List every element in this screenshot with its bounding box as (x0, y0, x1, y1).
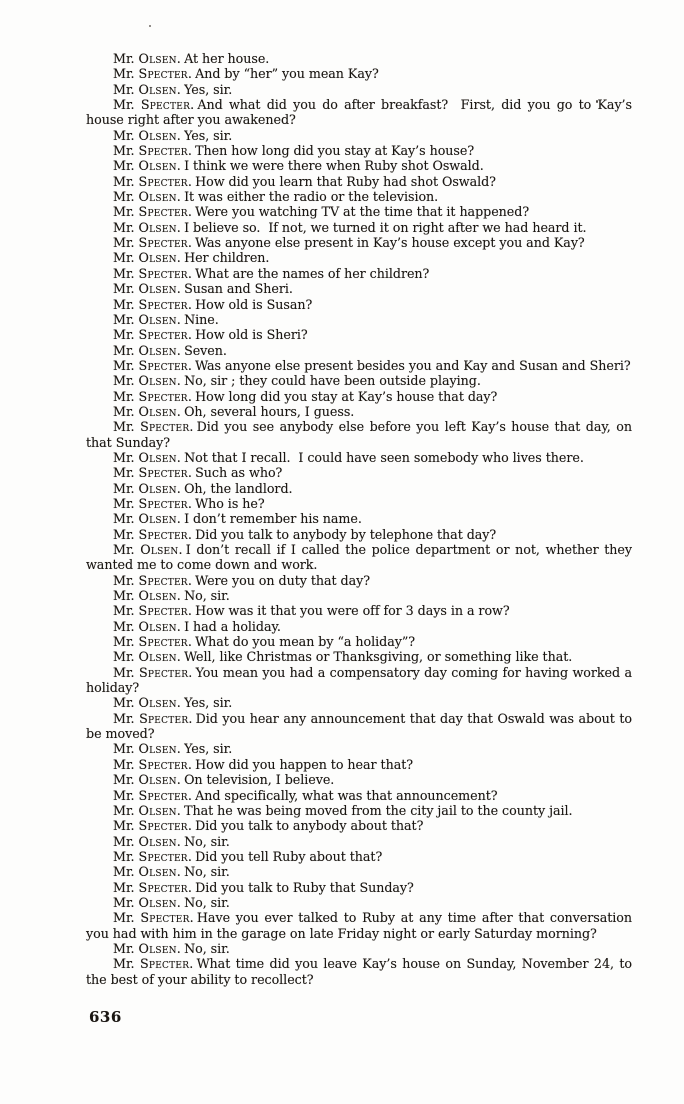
speaker-name (113, 389, 192, 404)
speaker-name (113, 204, 192, 219)
speaker-prefix: Mr. (113, 296, 135, 312)
speaker-surname: Olsen. (138, 127, 182, 143)
utterance-text: Nine. (184, 311, 219, 327)
speaker-prefix: Mr. (113, 281, 135, 297)
speaker-name (113, 818, 192, 833)
speaker-prefix: Mr. (113, 465, 135, 481)
speaker-name (113, 542, 183, 557)
speaker-prefix: Mr. (113, 603, 135, 619)
speaker-surname: Olsen. (138, 342, 182, 358)
dialogue-line (86, 956, 632, 987)
speaker-name (113, 956, 194, 971)
dialogue-line (86, 189, 632, 204)
speaker-surname: Specter. (138, 787, 193, 803)
speaker-prefix: Mr. (113, 956, 135, 972)
speaker-surname: Olsen. (138, 741, 182, 757)
utterance-text: Did you talk to anybody about that? (195, 818, 424, 834)
speaker-name (113, 573, 192, 588)
dialogue-line (86, 941, 632, 956)
speaker-name (113, 250, 181, 265)
utterance-text: Did you talk to Ruby that Sunday? (195, 879, 414, 895)
dialogue-line (86, 419, 632, 450)
utterance-text: Were you watching TV at the time that it happened? (195, 204, 530, 220)
speaker-surname: Olsen. (138, 449, 182, 465)
utterance-text: How did you learn that Ruby had shot Oswald? (195, 173, 496, 189)
utterance-text: Did you see anybody else before you left Kay’s house that day, on that Sunday? (86, 419, 633, 450)
speaker-name (113, 51, 181, 66)
speaker-surname: Olsen. (138, 511, 182, 527)
speaker-name (113, 82, 181, 97)
dialogue-line (86, 343, 632, 358)
dialogue-line (86, 818, 632, 833)
dialogue-line (86, 82, 632, 97)
dialogue-line (86, 281, 632, 296)
utterance-text: Did you tell Ruby about that? (195, 848, 383, 864)
speaker-prefix: Mr. (113, 787, 135, 803)
dialogue-line (86, 327, 632, 342)
dialogue-line (86, 250, 632, 265)
speaker-surname: Olsen. (138, 864, 182, 880)
speaker-surname: Specter. (138, 265, 193, 281)
dialogue-line (86, 849, 632, 864)
speaker-surname: Olsen. (138, 250, 182, 266)
utterance-text: Yes, sir. (184, 695, 233, 711)
speaker-name (113, 788, 192, 803)
utterance-text: Was anyone else present in Kay’s house except you and Kay? (195, 235, 585, 251)
speaker-name (113, 450, 181, 465)
speaker-name (113, 511, 181, 526)
utterance-text: Well, like Christmas or Thanksgiving, or something like that. (184, 649, 573, 665)
speaker-prefix: Mr. (113, 235, 135, 251)
speaker-name (113, 588, 181, 603)
speaker-surname: Specter. (139, 956, 194, 972)
utterance-text: No, sir. (184, 940, 230, 956)
speaker-prefix: Mr. (113, 373, 135, 389)
speaker-surname: Specter. (138, 388, 193, 404)
dialogue-line (86, 373, 632, 388)
speaker-surname: Olsen. (138, 81, 182, 97)
speaker-name (113, 327, 192, 342)
speaker-name (113, 373, 181, 388)
dialogue-line (86, 51, 632, 66)
speaker-surname: Olsen. (138, 802, 182, 818)
speaker-name (113, 419, 194, 434)
speaker-prefix: Mr. (113, 910, 135, 926)
utterance-text: No, sir. (184, 588, 230, 604)
dialogue-line (86, 143, 632, 158)
dialogue-line (86, 527, 632, 542)
dialogue-line (86, 895, 632, 910)
utterance-text: And what did you do after breakfast? First, did you go to Kay’s house right after you awakened? (86, 97, 633, 128)
speaker-prefix: Mr. (113, 848, 135, 864)
speaker-prefix: Mr. (113, 634, 135, 650)
speaker-surname: Specter. (138, 818, 193, 834)
dialogue-line (86, 757, 632, 772)
utterance-text: No, sir. (184, 833, 230, 849)
speaker-surname: Olsen. (138, 51, 182, 66)
speaker-surname: Olsen. (138, 189, 182, 205)
dialogue-line (86, 542, 632, 573)
speaker-surname: Olsen. (138, 158, 182, 174)
utterance-text: How was it that you were off for 3 days in a row? (195, 603, 510, 619)
dialogue-line (86, 665, 632, 696)
speaker-name (113, 358, 192, 373)
utterance-text: Yes, sir. (184, 127, 233, 143)
speaker-prefix: Mr. (113, 756, 135, 772)
speaker-prefix: Mr. (113, 495, 135, 511)
speaker-name (113, 174, 192, 189)
speaker-surname: Olsen. (138, 219, 182, 235)
utterance-text: No, sir ; they could have been outside playing. (184, 373, 481, 389)
speaker-name (113, 266, 192, 281)
utterance-text: Yes, sir. (184, 741, 233, 757)
speaker-surname: Olsen. (138, 833, 182, 849)
speaker-prefix: Mr. (113, 741, 135, 757)
speaker-prefix: Mr. (113, 480, 135, 496)
speaker-surname: Olsen. (140, 542, 183, 557)
utterance-text: I don’t remember his name. (184, 511, 362, 527)
speaker-prefix: Mr. (113, 250, 135, 266)
speaker-prefix: Mr. (113, 97, 135, 113)
dialogue-line (86, 235, 632, 250)
speaker-surname: Specter. (138, 235, 193, 251)
speaker-name (113, 128, 181, 143)
speaker-name (113, 695, 181, 710)
speaker-name (113, 603, 192, 618)
utterance-text: On television, I believe. (184, 772, 335, 788)
speaker-prefix: Mr. (113, 403, 135, 419)
speaker-name (113, 281, 181, 296)
speaker-surname: Olsen. (138, 373, 182, 389)
speaker-surname: Specter. (138, 357, 193, 373)
speaker-prefix: Mr. (113, 311, 135, 327)
dialogue-line (86, 312, 632, 327)
speaker-prefix: Mr. (113, 833, 135, 849)
dialogue-line (86, 450, 632, 465)
dialogue-line (86, 404, 632, 419)
speaker-name (113, 941, 181, 956)
speaker-prefix: Mr. (113, 618, 135, 634)
speaker-name (113, 66, 192, 81)
speaker-surname: Olsen. (138, 588, 182, 604)
utterance-text: That he was being moved from the city jail to the county jail. (184, 802, 573, 818)
utterance-text: At her house. (184, 51, 270, 66)
utterance-text: How old is Susan? (195, 296, 313, 312)
speaker-surname: Olsen. (138, 772, 182, 788)
speaker-name (113, 880, 192, 895)
speaker-prefix: Mr. (113, 664, 135, 680)
dialogue-line (86, 297, 632, 312)
speaker-prefix: Mr. (113, 357, 135, 373)
dialogue-line (86, 465, 632, 480)
speaker-prefix: Mr. (113, 143, 135, 159)
speaker-name (113, 297, 192, 312)
speaker-name (113, 895, 181, 910)
speaker-surname: Olsen. (138, 480, 182, 496)
speaker-prefix: Mr. (113, 204, 135, 220)
speaker-surname: Specter. (138, 296, 193, 312)
dialogue-line (86, 266, 632, 281)
utterance-text: Not that I recall. I could have seen somebody who lives there. (184, 449, 584, 465)
speaker-name (113, 235, 192, 250)
utterance-text: Who is he? (195, 495, 265, 511)
speaker-surname: Specter. (139, 710, 193, 726)
speaker-name (113, 481, 181, 496)
speaker-name (113, 312, 181, 327)
dialogue-line (86, 97, 632, 128)
dialogue-line (86, 649, 632, 664)
speaker-prefix: Mr. (113, 219, 135, 235)
utterance-text: Such as who? (195, 465, 283, 481)
speaker-name (113, 404, 181, 419)
speaker-prefix: Mr. (113, 66, 135, 82)
speaker-name (113, 220, 181, 235)
utterance-text: And specifically, what was that announcement? (195, 787, 498, 803)
speaker-prefix: Mr. (113, 419, 135, 435)
dialogue-line (86, 711, 632, 742)
dialogue-line (86, 803, 632, 818)
speaker-surname: Specter. (138, 848, 193, 864)
dialogue-line (86, 588, 632, 603)
utterance-text: Her children. (184, 250, 270, 266)
speaker-name (113, 189, 181, 204)
speaker-name (113, 803, 181, 818)
dialogue-line (86, 834, 632, 849)
speaker-surname: Specter. (138, 572, 193, 588)
dialogue-line (86, 358, 632, 373)
dialogue-line (86, 619, 632, 634)
speaker-prefix: Mr. (113, 802, 135, 818)
utterance-text: I don’t recall if I called the police department or not, whether they wanted me to come down and work. (86, 542, 633, 573)
utterance-text: How did you happen to hear that? (195, 756, 414, 772)
speaker-surname: Specter. (138, 66, 193, 82)
speaker-prefix: Mr. (113, 879, 135, 895)
speaker-surname: Specter. (140, 910, 194, 926)
utterance-text: No, sir. (184, 864, 230, 880)
speaker-surname: Specter. (140, 97, 195, 113)
speaker-prefix: Mr. (113, 173, 135, 189)
speaker-surname: Specter. (140, 419, 194, 435)
dialogue-line (86, 66, 632, 81)
dialogue-line (86, 741, 632, 756)
speaker-name (113, 465, 192, 480)
speaker-surname: Specter. (138, 634, 193, 650)
speaker-surname: Olsen. (138, 940, 182, 956)
speaker-name (113, 910, 194, 925)
utterance-text: Were you on duty that day? (195, 572, 371, 588)
utterance-text: I believe so. If not, we turned it on right after we had heard it. (184, 219, 587, 235)
utterance-text: What time did you leave Kay’s house on Sunday, November 24, to the best of your ability to recollect? (86, 956, 633, 987)
speaker-prefix: Mr. (113, 695, 135, 711)
utterance-text: Oh, several hours, I guess. (184, 403, 355, 419)
speaker-prefix: Mr. (113, 51, 135, 66)
speaker-name (113, 634, 192, 649)
utterance-text: How old is Sheri? (195, 327, 308, 343)
speaker-name (113, 158, 181, 173)
utterance-text: What do you mean by “a holiday”? (195, 634, 416, 650)
speaker-name (113, 772, 181, 787)
speaker-surname: Olsen. (138, 894, 182, 910)
utterance-text: Seven. (184, 342, 227, 358)
dialogue-line (86, 128, 632, 143)
speaker-surname: Specter. (138, 143, 193, 159)
dialogue-line (86, 158, 632, 173)
utterance-text: No, sir. (184, 894, 230, 910)
speaker-surname: Specter. (138, 603, 193, 619)
utterance-text: Susan and Sheri. (184, 281, 293, 297)
utterance-text: Yes, sir. (184, 81, 233, 97)
speaker-name (113, 864, 181, 879)
dialogue-line (86, 880, 632, 895)
speaker-surname: Specter. (138, 664, 193, 680)
speaker-prefix: Mr. (113, 772, 135, 788)
speaker-name (113, 665, 193, 680)
speaker-surname: Specter. (138, 879, 193, 895)
speaker-surname: Olsen. (138, 311, 182, 327)
speaker-name (113, 711, 193, 726)
page-number: 636 (89, 1008, 122, 1026)
speaker-name (113, 527, 192, 542)
utterance-text: You mean you had a compensatory day coming for having worked a holiday? (86, 664, 632, 696)
speaker-surname: Specter. (138, 526, 193, 542)
utterance-text: I had a holiday. (184, 618, 281, 634)
dialogue-line (86, 389, 632, 404)
dialogue-line (86, 910, 632, 941)
speaker-prefix: Mr. (113, 864, 135, 880)
speaker-surname: Specter. (138, 465, 193, 481)
dialogue-line (86, 603, 632, 618)
utterance-text: Was anyone else present besides you and Kay and Susan and Sheri? (195, 357, 631, 373)
speaker-surname: Olsen. (138, 695, 182, 711)
speaker-surname: Olsen. (138, 649, 182, 665)
speaker-prefix: Mr. (113, 894, 135, 910)
dialogue-line (86, 511, 632, 526)
speaker-prefix: Mr. (113, 327, 135, 343)
speaker-name (113, 834, 181, 849)
speaker-prefix: Mr. (113, 649, 135, 665)
dialogue-line (86, 864, 632, 879)
utterance-text: Have you ever talked to Ruby at any time after that conversation you had with him in the garage on late Friday night or early Saturday morning? (86, 910, 632, 941)
speaker-name (113, 649, 181, 664)
speaker-surname: Olsen. (138, 281, 182, 297)
utterance-text: Oh, the landlord. (184, 480, 293, 496)
scan-speck (149, 25, 151, 27)
dialogue-line (86, 695, 632, 710)
speaker-surname: Specter. (138, 756, 193, 772)
speaker-surname: Olsen. (138, 403, 182, 419)
utterance-text: It was either the radio or the television. (184, 189, 439, 205)
dialogue-line (86, 772, 632, 787)
dialogue-line (86, 788, 632, 803)
dialogue-line (86, 634, 632, 649)
dialogue-line (86, 496, 632, 511)
speaker-name (113, 619, 181, 634)
speaker-name (113, 143, 192, 158)
utterance-text: How long did you stay at Kay’s house that day? (195, 388, 498, 404)
speaker-name (113, 741, 181, 756)
speaker-prefix: Mr. (113, 940, 135, 956)
speaker-surname: Olsen. (138, 618, 182, 634)
speaker-surname: Specter. (138, 495, 193, 511)
dialogue-line (86, 204, 632, 219)
speaker-prefix: Mr. (113, 81, 135, 97)
speaker-prefix: Mr. (113, 189, 135, 205)
utterance-text: I think we were there when Ruby shot Oswald. (184, 158, 484, 174)
utterance-text: Then how long did you stay at Kay’s house? (195, 143, 475, 159)
speaker-surname: Specter. (138, 173, 193, 189)
utterance-text: Did you talk to anybody by telephone that day? (195, 526, 497, 542)
utterance-text: Did you hear any announcement that day that Oswald was about to be moved? (86, 710, 632, 742)
speaker-prefix: Mr. (113, 388, 135, 404)
dialogue-line (86, 573, 632, 588)
utterance-text: And by “her” you mean Kay? (195, 66, 379, 82)
speaker-prefix: Mr. (113, 572, 135, 588)
utterance-text: What are the names of her children? (195, 265, 430, 281)
testimony-transcript (86, 51, 632, 987)
speaker-prefix: Mr. (113, 449, 135, 465)
speaker-prefix: Mr. (113, 511, 135, 527)
speaker-name (113, 343, 181, 358)
speaker-surname: Specter. (138, 204, 193, 220)
speaker-name (113, 97, 194, 112)
speaker-name (113, 849, 192, 864)
speaker-prefix: Mr. (113, 342, 135, 358)
speaker-surname: Specter. (138, 327, 193, 343)
speaker-prefix: Mr. (113, 526, 135, 542)
speaker-prefix: Mr. (113, 588, 135, 604)
speaker-prefix: Mr. (113, 265, 135, 281)
speaker-prefix: Mr. (113, 710, 135, 726)
dialogue-line (86, 174, 632, 189)
speaker-name (113, 496, 192, 511)
speaker-name (113, 757, 192, 772)
dialogue-line (86, 220, 632, 235)
speaker-prefix: Mr. (113, 127, 135, 143)
speaker-prefix: Mr. (113, 158, 135, 174)
speaker-prefix: Mr. (113, 818, 135, 834)
speaker-prefix: Mr. (113, 542, 135, 557)
dialogue-line (86, 481, 632, 496)
